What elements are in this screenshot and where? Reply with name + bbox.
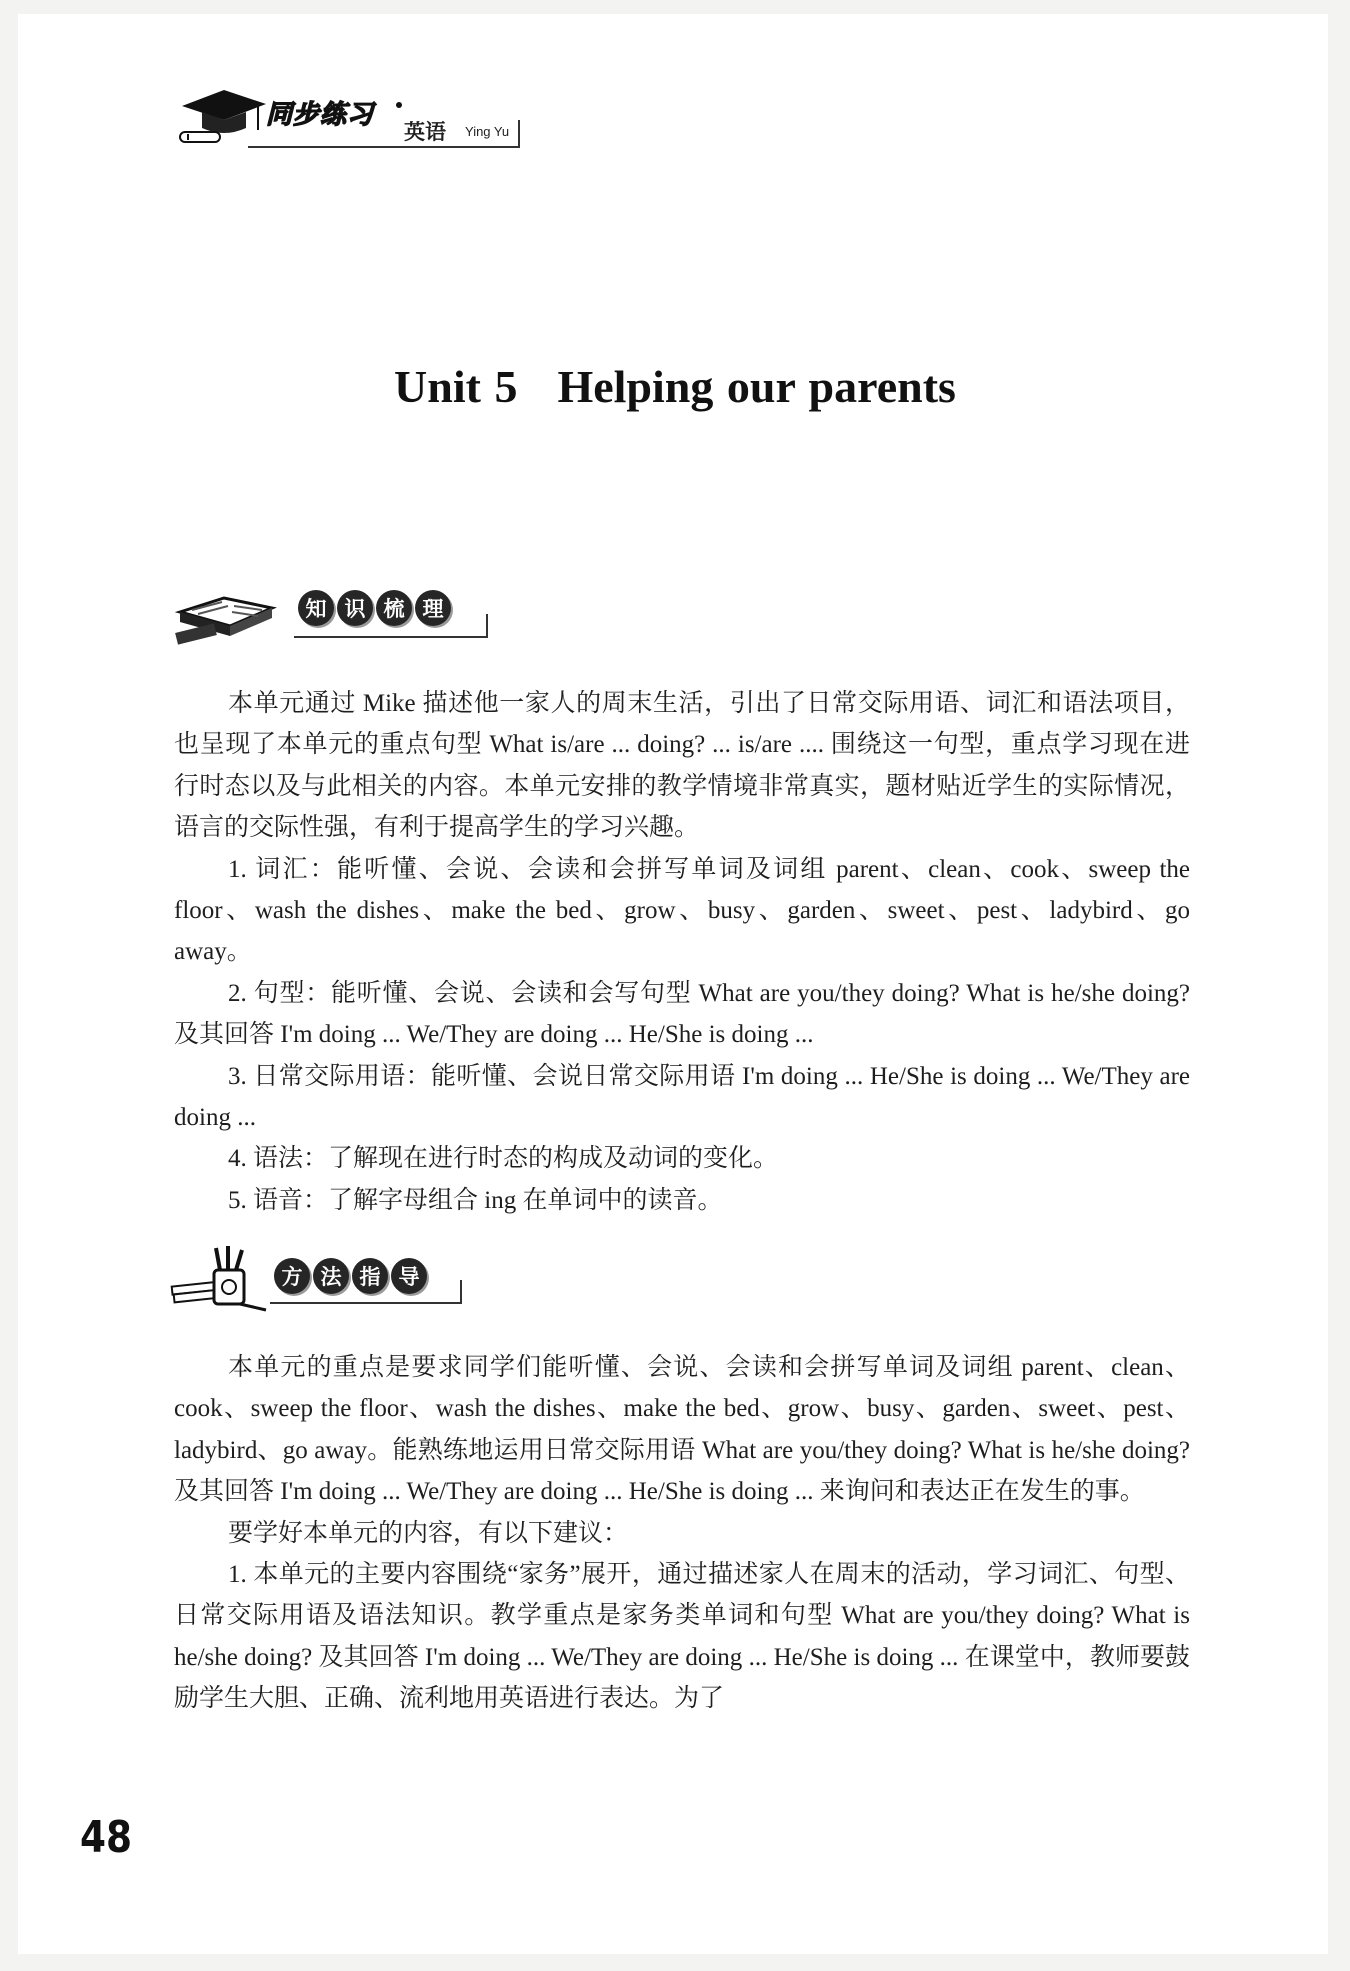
unit-number: Unit 5 [394,361,518,412]
title-badge: 梳 [376,590,412,626]
title-badge: 方 [274,1258,310,1294]
subject-pinyin: Ying Yu [465,124,510,139]
paragraph: 2. 句型：能听懂、会说、会读和会写句型 What are you/they doing? What is he/she doing? 及其回答 I'm doing ... We/They are doing ... He/She is doing ... [174,979,1190,1049]
page-number: 48 [80,1812,133,1863]
section-title-knowledge [298,590,451,626]
running-header [178,80,528,152]
unit-topic: Helping our parents [557,361,956,412]
section-header-method [170,1244,470,1314]
title-badge: 识 [337,590,373,626]
open-book-icon [172,578,282,648]
title-badge: 导 [391,1258,427,1294]
paragraph: 3. 日常交际用语：能听懂、会说日常交际用语 I'm doing ... He/She is doing ... We/They are doing ... [174,1062,1190,1132]
paragraph: 要学好本单元的内容，有以下建议： [228,1519,629,1547]
section-rule-end [486,614,488,638]
header-rule [248,146,520,148]
title-badge: 理 [415,590,451,626]
paragraph: 本单元通过 Mike 描述他一家人的周末生活，引出了日常交际用语、词汇和语法项目，也呈现了本单元的重点句型 What is/are ... doing? ... is/are .... 围绕这一句型，重点学习现在进行时态以及与此相关的内容。本单元安排的教学情境非常真实，题材贴近学生的实际情况，语言的交际性强，有利于提高学生的学习兴趣。 [174,690,1190,842]
header-dot [396,102,402,108]
title-badge: 法 [313,1258,349,1294]
pencil-cup-icon [170,1244,270,1314]
title-badge: 指 [352,1258,388,1294]
unit-title [0,360,1350,413]
section-rule [270,1302,462,1304]
section-knowledge-body [174,683,1190,1221]
title-badge: 知 [298,590,334,626]
section-title-method [274,1258,427,1294]
section-header-knowledge [172,578,492,648]
paragraph: 本单元的重点是要求同学们能听懂、会说、会读和会拼写单词及词组 parent、clean、cook、sweep the floor、wash the dishes、make the bed、grow、busy、garden、sweet、pest、ladybird、go away。能熟练地运用日常交际用语 What are you/they doing? What is he/she doing? 及其回答 I'm doing ... We/They are doing ... He/She is doing ... 来询问和表达正在发生的事。 [174,1354,1190,1506]
section-rule-end [460,1280,462,1304]
paragraph: 1. 本单元的主要内容围绕“家务”展开，通过描述家人在周末的活动，学习词汇、句型、日常交际用语及语法知识。教学重点是家务类单词和句型 What are you/they doing? What is he/she doing? 及其回答 I'm doing ... We/They are doing ... He/She is doing ... 在课堂中，教师要鼓励学生大胆、正确、流利地用英语进行表达。为了 [174,1561,1190,1713]
series-name: 同步练习 [266,100,375,130]
graduation-cap-icon [178,84,270,148]
paragraph: 5. 语音：了解字母组合 ing 在单词中的读音。 [228,1186,723,1214]
subject-label: 英语 [404,120,446,144]
paragraph: 4. 语法：了解现在进行时态的构成及动词的变化。 [228,1145,779,1173]
header-rule-end [518,120,520,148]
section-rule [294,636,488,638]
paragraph: 1. 词汇：能听懂、会说、会读和会拼写单词及词组 parent、clean、cook、sweep the floor、wash the dishes、make the bed、grow、busy、garden、sweet、pest、ladybird、go away。 [174,855,1190,966]
section-method-body [174,1347,1190,1720]
